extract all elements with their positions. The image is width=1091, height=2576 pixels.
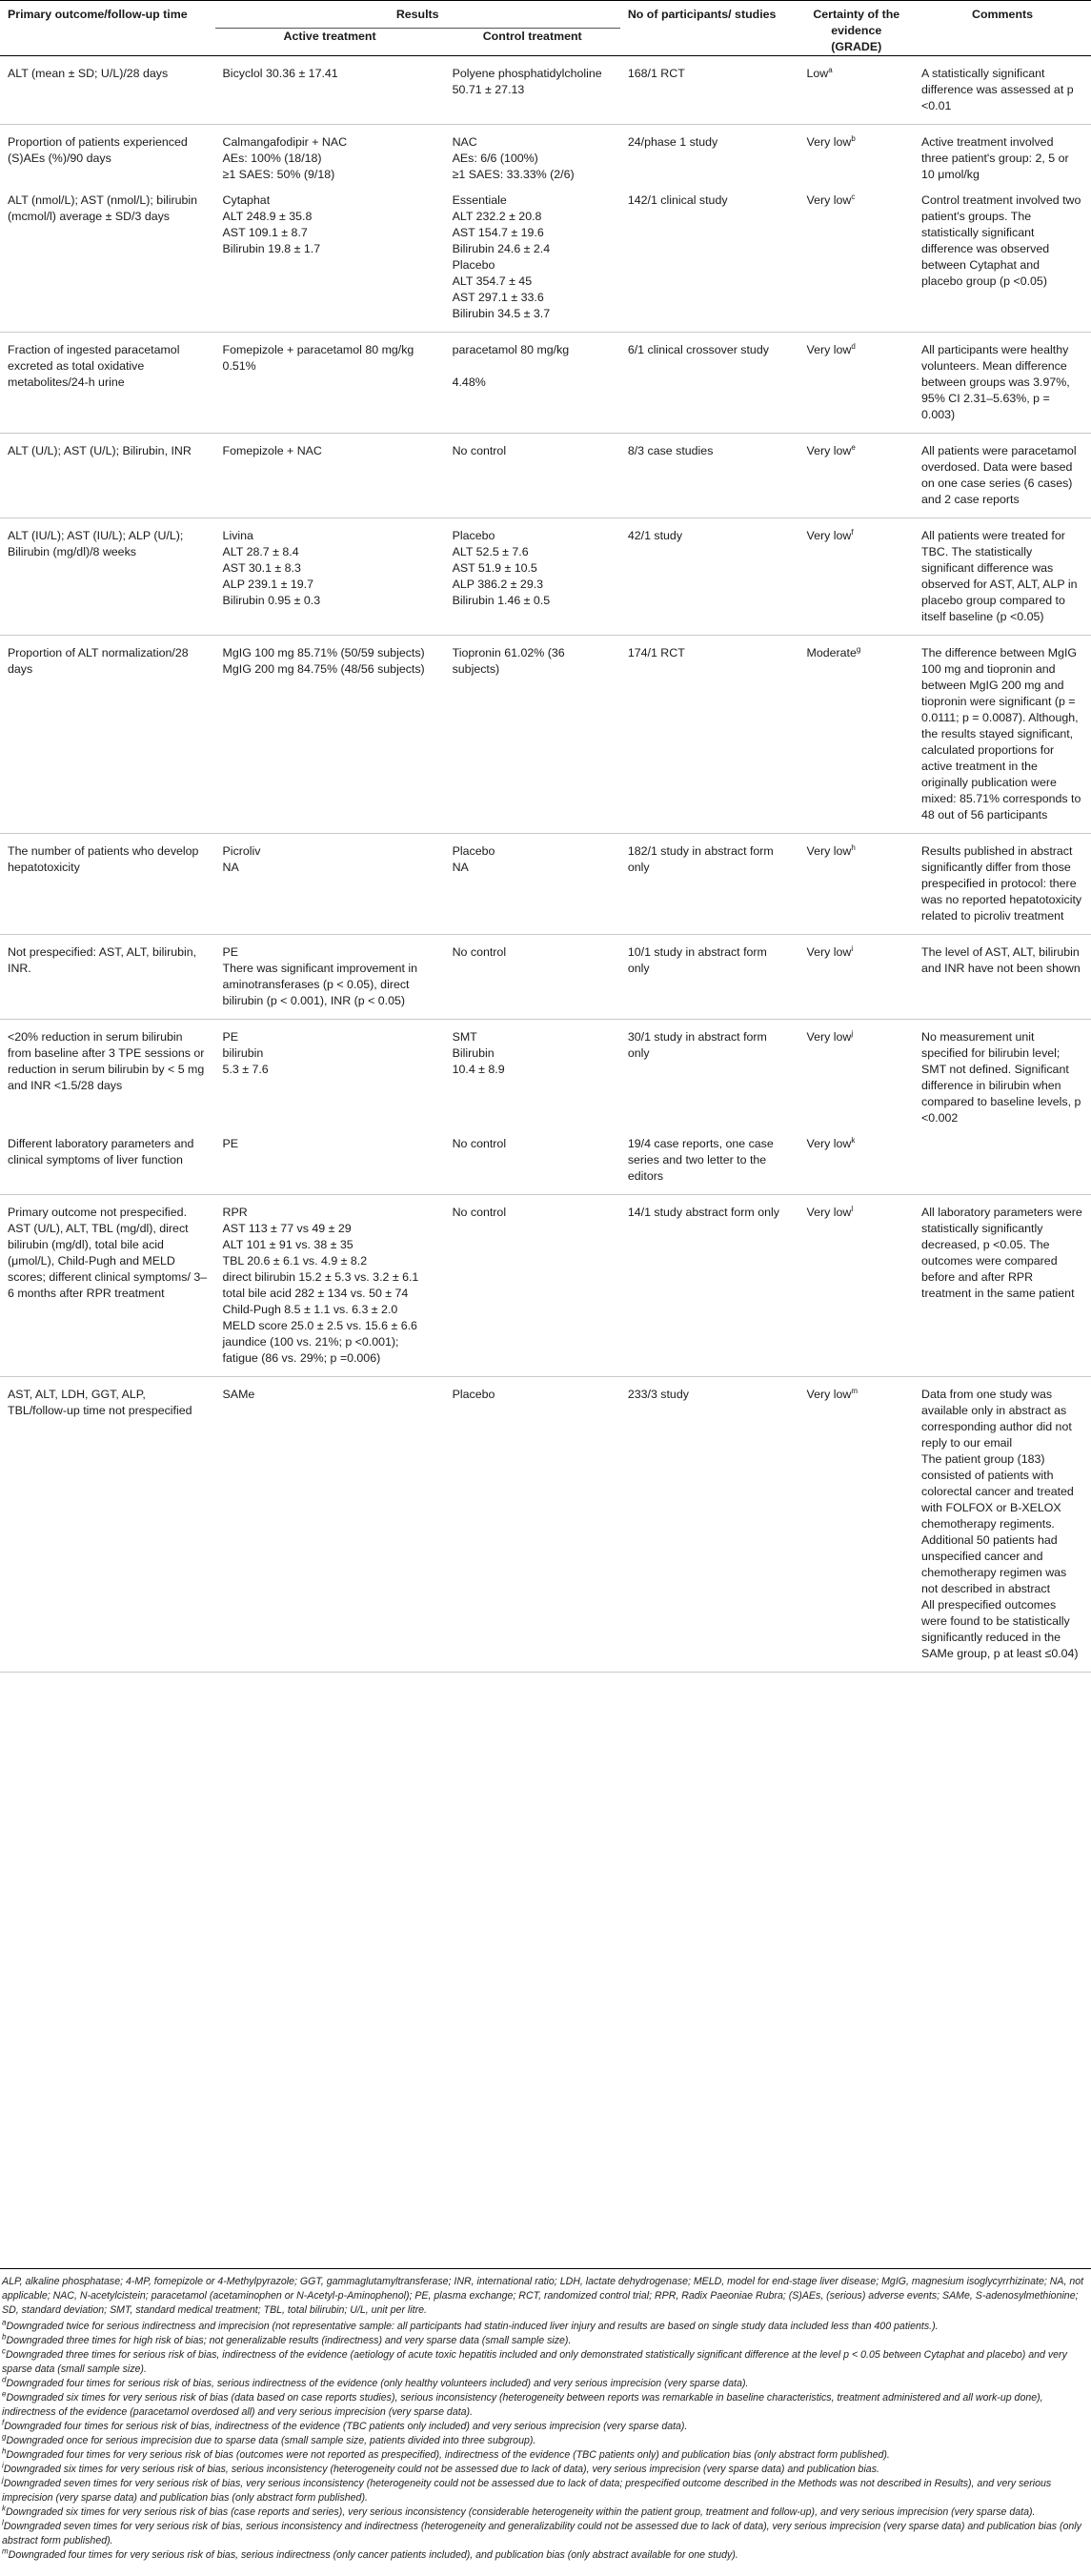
comment-line: The patient group (183) consisted of patients with colorectal cancer and treated with FOLFOX or B-XELOX chemotherapy regiments. Additional 50 patients had unspecified cancer and chemotherapy regimen was not described in abstract — [921, 1452, 1078, 1595]
table-row — [0, 935, 1091, 1020]
certainty-cell — [799, 1195, 915, 1377]
footnote-marker: i — [851, 943, 854, 953]
footnote-text: Downgraded six times for very serious risk of bias (case reports and series), very serious inconsistency (considerable heterogeneity within the patient group, treatment and follow-up), and very serious imprecision (very sparse data). — [6, 2506, 1036, 2518]
certainty-value: Very low — [806, 1137, 852, 1150]
certainty-value: Very low — [806, 529, 852, 542]
control-treatment-line: No control — [452, 1137, 507, 1150]
active-treatment-line: AST 113 ± 77 vs 49 ± 29 — [222, 1222, 352, 1235]
participants-line: 168/1 RCT — [627, 67, 685, 80]
comments-cell — [914, 56, 1091, 125]
active-treatment-cell — [215, 434, 445, 518]
control-treatment-line: Bilirubin 24.6 ± 2.4 — [452, 242, 551, 255]
outcome-cell — [0, 1377, 215, 1673]
certainty-value: Very low — [806, 343, 852, 356]
control-treatment-line: ALT 354.7 ± 45 — [452, 274, 533, 288]
control-treatment-cell — [445, 1020, 620, 1137]
control-treatment-line: Bilirubin 34.5 ± 3.7 — [452, 307, 551, 320]
control-treatment-line: NA — [452, 861, 469, 874]
certainty-cell — [799, 636, 915, 834]
control-treatment-cell — [445, 1377, 620, 1673]
footnote-text: Downgraded seven times for very serious risk of bias, serious inconsistency and indirectness (heterogeneity and generalizability could not be assessed due to lack of data), very serious imprecision (very sparse data) and publication bias (only abstract form published). — [2, 2521, 1081, 2546]
active-treatment-line: PE — [222, 1137, 239, 1150]
control-treatment-line: Bilirubin — [452, 1046, 495, 1060]
active-treatment-cell — [215, 1020, 445, 1137]
certainty-cell — [799, 193, 915, 333]
control-treatment-cell — [445, 434, 620, 518]
footnote-marker: h — [851, 842, 856, 852]
footnote-mark: f — [2, 2418, 5, 2427]
certainty-value: Low — [806, 67, 829, 80]
outcome-line: Primary outcome not prespecified. AST (U/L), ALT, TBL (mg/dl), direct bilirubin (mg/dl), total bile acid (μmol/L), Child-Pugh and MELD scores; different clinical symptoms/ 3–6 months after RPR treatment — [8, 1206, 208, 1300]
participants-line: 142/1 clinical study — [627, 193, 728, 207]
certainty-cell — [799, 1136, 915, 1195]
certainty-value: Very low — [806, 444, 852, 457]
footnote — [2, 2334, 1089, 2348]
outcome-cell — [0, 1136, 215, 1195]
participants-line: 8/3 case studies — [627, 444, 714, 457]
active-treatment-line: PE — [222, 945, 239, 959]
control-treatment-cell — [445, 125, 620, 193]
footnote-list — [2, 2320, 1089, 2563]
active-treatment-line: MELD score 25.0 ± 2.5 vs. 15.6 ± 6.6 — [222, 1319, 417, 1332]
active-treatment-line: direct bilirubin 15.2 ± 5.3 vs. 3.2 ± 6.1 — [222, 1270, 419, 1284]
table-footnotes — [0, 2268, 1091, 2563]
outcome-cell — [0, 1020, 215, 1137]
control-treatment-cell — [445, 1136, 620, 1195]
participants-cell — [620, 56, 799, 125]
comments-cell — [914, 333, 1091, 434]
header-active: Active treatment — [283, 30, 376, 43]
footnote-mark: k — [2, 2504, 6, 2513]
participants-line: 30/1 study in abstract form only — [627, 1030, 771, 1060]
certainty-cell — [799, 935, 915, 1020]
footnote-text: Downgraded six times for very serious risk of bias (data based on case reports studies), serious inconsistency (heterogeneity between reports was remarkable in baseline characteristics, treatment administered and all work-up done), indirectness of the evidence (paracetamol overdosed all) and very serious imprecision (very sparse data). — [2, 2392, 1043, 2418]
control-treatment-line: ≥1 SAES: 33.33% (2/6) — [452, 168, 575, 181]
footnote — [2, 2520, 1089, 2548]
table-row — [0, 1136, 1091, 1195]
comment-line: Active treatment involved three patient's group: 2, 5 or 10 μmol/kg — [921, 135, 1073, 181]
footnote-text: Downgraded four times for serious risk of bias, serious indirectness of the evidence (only healthy volunteers included) and very serious imprecision (very sparse data). — [6, 2378, 749, 2389]
participants-cell — [620, 518, 799, 636]
table-row — [0, 518, 1091, 636]
active-treatment-line: TBL 20.6 ± 6.1 vs. 4.9 ± 8.2 — [222, 1254, 368, 1268]
footnote-text: Downgraded four times for serious risk of bias, indirectness of the evidence (TBC patients only included) and very serious imprecision (very sparse data). — [4, 2421, 688, 2432]
participants-cell — [620, 1136, 799, 1195]
certainty-value: Moderate — [806, 646, 857, 659]
footnote-mark: j — [2, 2475, 4, 2485]
active-treatment-line: RPR — [222, 1206, 248, 1219]
control-treatment-line: No control — [452, 444, 507, 457]
participants-cell — [620, 834, 799, 935]
comment-line: Control treatment involved two patient's groups. The statistically significant difference was observed between Cytaphat and placebo group (p <0.05) — [921, 193, 1084, 288]
control-treatment-line: ALT 232.2 ± 20.8 — [452, 210, 542, 223]
footnote-mark: d — [2, 2375, 7, 2384]
active-treatment-line: MgIG 100 mg 85.71% (50/59 subjects) — [222, 646, 425, 659]
footnote-marker: m — [851, 1386, 859, 1395]
active-treatment-line: NA — [222, 861, 239, 874]
comments-cell — [914, 125, 1091, 193]
active-treatment-line: Fomepizole + NAC — [222, 444, 322, 457]
comments-cell — [914, 935, 1091, 1020]
footnote — [2, 2548, 1089, 2563]
comment-line: All participants were healthy volunteers. Mean difference between groups was 3.97%, 95% CI 2.31–5.63%, p = 0.003) — [921, 343, 1074, 421]
active-treatment-cell — [215, 333, 445, 434]
active-treatment-line: ≥1 SAES: 50% (9/18) — [222, 168, 335, 181]
footnote — [2, 2463, 1089, 2477]
participants-cell — [620, 935, 799, 1020]
footnote-marker: c — [851, 192, 856, 201]
outcome-cell — [0, 434, 215, 518]
participants-cell — [620, 125, 799, 193]
footnote — [2, 2448, 1089, 2463]
active-treatment-line: ALP 239.1 ± 19.7 — [222, 578, 313, 591]
footnote-text: Downgraded once for serious imprecision due to sparse data (small sample size, patients divided into three subgroup). — [6, 2435, 536, 2446]
comment-line: The level of AST, ALT, bilirubin and INR have not been shown — [921, 945, 1083, 975]
comment-line: All prespecified outcomes were found to be statistically significantly reduced in the SAMe group, p at least ≤0.04) — [921, 1598, 1079, 1660]
certainty-cell — [799, 125, 915, 193]
comments-cell — [914, 1136, 1091, 1195]
footnote-marker: b — [851, 133, 856, 143]
table-row — [0, 636, 1091, 834]
abbreviations-note: ALP, alkaline phosphatase; 4-MP, fomepizole or 4-Methylpyrazole; GGT, gammaglutamyltransferase; INR, international ratio; LDH, lactate dehydrogenase; MELD, model for end-stage liver disease; MgIG, magnesium isoglycyrrhizinate; NA, not applicable; NAC, N-acetylcistein; paracetamol (acetaminophen or N-Acetyl-p-Aminophenol); PE, plasma exchange; RCT, randomized control trial; RPR, Radix Paeoniae Rubra; (S)AEs, (serious) adverse events; SAMe, S-adenosylmethionine; SD, standard deviation; SMT, standard medical treatment; TBL, total bilirubin; U/L, unit per litre. — [2, 2276, 1084, 2316]
outcome-line: ALT (mean ± SD; U/L)/28 days — [8, 67, 169, 80]
footnote-mark: m — [2, 2546, 9, 2556]
certainty-cell — [799, 434, 915, 518]
footnote-text: Downgraded four times for very serious risk of bias, serious indirectness (only cancer patients included), and publication bias (only abstract available for one study). — [8, 2549, 738, 2561]
header-comments: Comments — [914, 1, 1091, 56]
certainty-value: Very low — [806, 945, 852, 959]
footnote-text: Downgraded six times for very serious risk of bias, serious inconsistency (heterogeneity could not be assessed due to lack of data), very serious imprecision (very sparse data) and publication bias. — [3, 2464, 879, 2475]
outcome-cell — [0, 333, 215, 434]
active-treatment-line: 5.3 ± 7.6 — [222, 1063, 269, 1076]
control-treatment-line: paracetamol 80 mg/kg — [452, 343, 570, 356]
control-treatment-cell — [445, 56, 620, 125]
certainty-cell — [799, 834, 915, 935]
comments-cell — [914, 834, 1091, 935]
active-treatment-line: MgIG 200 mg 84.75% (48/56 subjects) — [222, 662, 425, 676]
outcome-line: Proportion of ALT normalization/28 days — [8, 646, 192, 676]
active-treatment-cell — [215, 1377, 445, 1673]
footnote-mark: g — [2, 2432, 7, 2442]
outcome-cell — [0, 518, 215, 636]
participants-line: 14/1 study abstract form only — [627, 1206, 779, 1219]
comment-line: The difference between MgIG 100 mg and tiopronin and between MgIG 200 mg and tiopronin were significant (p = 0.0111; p = 0.0087). Although, the results stayed significant, calculated proportions for active treatment in the originally publication were mixed: 85.71% corresponds to 48 out of 56 participants — [921, 646, 1084, 821]
footnote-marker: k — [851, 1135, 856, 1145]
footnote-marker: a — [828, 65, 833, 74]
footnote-mark: c — [2, 2346, 6, 2356]
table-row — [0, 1195, 1091, 1377]
active-treatment-line: Bicyclol 30.36 ± 17.41 — [222, 67, 338, 80]
certainty-value: Very low — [806, 193, 852, 207]
participants-line: 10/1 study in abstract form only — [627, 945, 771, 975]
comments-cell — [914, 1377, 1091, 1673]
table-row — [0, 56, 1091, 125]
outcome-line: The number of patients who develop hepatotoxicity — [8, 844, 202, 874]
comment-line: A statistically significant difference was assessed at p <0.01 — [921, 67, 1078, 112]
header-results: Results — [215, 1, 620, 29]
participants-line: 182/1 study in abstract form only — [627, 844, 778, 874]
table-row — [0, 1377, 1091, 1673]
footnote — [2, 2420, 1089, 2434]
footnote — [2, 2391, 1089, 2420]
certainty-cell — [799, 333, 915, 434]
comments-cell — [914, 1020, 1091, 1137]
comment-line: All patients were paracetamol overdosed. Data were based on one case series (6 cases) and 2 case reports — [921, 444, 1081, 506]
participants-cell — [620, 434, 799, 518]
participants-cell — [620, 193, 799, 333]
outcome-cell — [0, 935, 215, 1020]
footnote — [2, 2348, 1089, 2377]
participants-line: 24/phase 1 study — [627, 135, 718, 149]
active-treatment-line: Picroliv — [222, 844, 261, 858]
footnote — [2, 2477, 1089, 2505]
active-treatment-line: ALT 28.7 ± 8.4 — [222, 545, 299, 558]
outcome-line: ALT (U/L); AST (U/L); Bilirubin, INR — [8, 444, 192, 457]
control-treatment-line: Tiopronin 61.02% (36 subjects) — [452, 646, 569, 676]
comments-cell — [914, 518, 1091, 636]
active-treatment-line: AST 30.1 ± 8.3 — [222, 561, 301, 575]
control-treatment-line: No control — [452, 945, 507, 959]
control-treatment-cell — [445, 333, 620, 434]
control-treatment-cell — [445, 935, 620, 1020]
active-treatment-cell — [215, 518, 445, 636]
certainty-cell — [799, 1020, 915, 1137]
control-treatment-line: AST 51.9 ± 10.5 — [452, 561, 537, 575]
comment-line: Results published in abstract significantly differ from those prespecified in protocol: there was no reported hepatotoxicity related to picroliv treatment — [921, 844, 1085, 923]
control-treatment-line: Polyene phosphatidylcholine 50.71 ± 27.13 — [452, 67, 606, 96]
control-treatment-line: AST 154.7 ± 19.6 — [452, 226, 544, 239]
control-treatment-line: 10.4 ± 8.9 — [452, 1063, 505, 1076]
active-treatment-line: bilirubin — [222, 1046, 264, 1060]
participants-cell — [620, 636, 799, 834]
table-row — [0, 193, 1091, 333]
comment-line: No measurement unit specified for bilirubin level; SMT not defined. Significant difference in bilirubin when compared to baseline levels, p <0.002 — [921, 1030, 1084, 1125]
footnote-mark: b — [2, 2332, 7, 2342]
active-treatment-line: PE — [222, 1030, 239, 1044]
participants-line: 174/1 RCT — [627, 646, 685, 659]
footnote-text: Downgraded three times for serious risk of bias, indirectness of the evidence (aetiology of acute toxic hepatitis included and only demonstrated statistically significant difference at the level p < 0.05 between Cytaphat and placebo) and very sparse data (small sample size). — [2, 2349, 1067, 2375]
footnote-marker: f — [851, 527, 854, 537]
certainty-cell — [799, 56, 915, 125]
active-treatment-line: Child-Pugh 8.5 ± 1.1 vs. 6.3 ± 2.0 — [222, 1303, 398, 1316]
footnote — [2, 2505, 1089, 2520]
certainty-value: Very low — [806, 1030, 852, 1044]
control-treatment-line — [453, 358, 613, 375]
control-treatment-line: AST 297.1 ± 33.6 — [452, 291, 544, 304]
table-row — [0, 434, 1091, 518]
control-treatment-line: Placebo — [452, 1388, 495, 1401]
header-outcome: Primary outcome/follow-up time — [0, 1, 215, 56]
footnote-text: Downgraded three times for high risk of bias; not generalizable results (indirectness) and very sparse data (small sample size). — [6, 2335, 572, 2346]
footnote-marker: l — [851, 1204, 854, 1213]
footnote-marker: g — [856, 644, 861, 654]
certainty-value: Very low — [806, 844, 852, 858]
comment-line: Data from one study was available only in abstract as corresponding author did not reply to our email — [921, 1388, 1076, 1450]
control-treatment-line: NAC — [452, 135, 477, 149]
outcome-line: Different laboratory parameters and clinical symptoms of liver function — [8, 1137, 197, 1166]
outcome-cell — [0, 636, 215, 834]
participants-line: 6/1 clinical crossover study — [627, 343, 769, 356]
participants-cell — [620, 1020, 799, 1137]
active-treatment-cell — [215, 834, 445, 935]
control-treatment-line: Placebo — [452, 529, 495, 542]
outcome-line: <20% reduction in serum bilirubin from baseline after 3 TPE sessions or reduction in serum bilirubin by < 5 mg and INR <1.5/28 days — [8, 1030, 208, 1092]
comments-cell — [914, 434, 1091, 518]
footnote-mark: i — [2, 2461, 4, 2470]
header-certainty: Certainty of the evidence (GRADE) — [799, 1, 915, 56]
active-treatment-cell — [215, 636, 445, 834]
outcome-line: Proportion of patients experienced (S)AEs (%)/90 days — [8, 135, 192, 165]
footnote-text: Downgraded seven times for very serious risk of bias, very serious inconsistency (heterogeneity could not be assessed due to lack of data; prespecified outcome described in the Methods was not described in Results), and very serious imprecision (very sparse data) and publication bias (only abstract form published). — [2, 2478, 1052, 2504]
active-treatment-line: 0.51% — [222, 359, 256, 373]
outcome-line: Fraction of ingested paracetamol excreted as total oxidative metabolites/24-h urine — [8, 343, 183, 389]
active-treatment-line: Livina — [222, 529, 253, 542]
control-treatment-line: Placebo — [452, 258, 495, 272]
control-treatment-line: SMT — [452, 1030, 477, 1044]
table-row — [0, 1020, 1091, 1137]
footnote — [2, 2320, 1089, 2334]
control-treatment-cell — [445, 1195, 620, 1377]
control-treatment-cell — [445, 193, 620, 333]
certainty-cell — [799, 1377, 915, 1673]
active-treatment-line: AST 109.1 ± 8.7 — [222, 226, 308, 239]
footnote-mark: e — [2, 2389, 7, 2399]
footnote-text: Downgraded twice for serious indirectness and imprecision (not representative sample: all participants had statin-induced liver injury and results are based on single study data included less than 400 patients.). — [6, 2321, 939, 2332]
table-header — [0, 1, 1091, 56]
control-treatment-cell — [445, 636, 620, 834]
active-treatment-cell — [215, 1136, 445, 1195]
active-treatment-cell — [215, 56, 445, 125]
certainty-value: Very low — [806, 1206, 852, 1219]
outcome-line: ALT (nmol/L); AST (nmol/L); bilirubin (mcmol/l) average ± SD/3 days — [8, 193, 201, 223]
footnote-mark: l — [2, 2518, 4, 2527]
control-treatment-cell — [445, 834, 620, 935]
table-row — [0, 333, 1091, 434]
active-treatment-line: jaundice (100 vs. 21%; p <0.001); fatigue (86 vs. 29%; p =0.006) — [222, 1335, 402, 1365]
footnote — [2, 2434, 1089, 2448]
table-row — [0, 834, 1091, 935]
active-treatment-cell — [215, 193, 445, 333]
active-treatment-cell — [215, 125, 445, 193]
certainty-value: Very low — [806, 1388, 852, 1401]
active-treatment-line: Cytaphat — [222, 193, 271, 207]
control-treatment-line: Essentiale — [452, 193, 507, 207]
comment-line — [921, 1136, 1083, 1152]
participants-cell — [620, 333, 799, 434]
control-treatment-line: AEs: 6/6 (100%) — [452, 152, 538, 165]
participants-cell — [620, 1195, 799, 1377]
control-treatment-line: ALP 386.2 ± 29.3 — [452, 578, 544, 591]
active-treatment-line: Calmangafodipir + NAC — [222, 135, 348, 149]
comment-line: All patients were treated for TBC. The statistically significant difference was observed for AST, ALT, ALP in placebo group compared to itself baseline (p <0.05) — [921, 529, 1081, 623]
outcome-line: ALT (IU/L); AST (IU/L); ALP (U/L); Bilirubin (mg/dl)/8 weeks — [8, 529, 187, 558]
participants-cell — [620, 1377, 799, 1673]
outcome-line: AST, ALT, LDH, GGT, ALP, TBL/follow-up time not prespecified — [8, 1388, 192, 1417]
comments-cell — [914, 193, 1091, 333]
footnote-marker: j — [851, 1028, 854, 1038]
outcome-cell — [0, 125, 215, 193]
table-body — [0, 56, 1091, 1673]
control-treatment-line: Placebo — [452, 844, 495, 858]
header-participants: No of participants/ studies — [620, 1, 799, 56]
active-treatment-line: Bilirubin 19.8 ± 1.7 — [222, 242, 321, 255]
active-treatment-cell — [215, 935, 445, 1020]
active-treatment-line: Bilirubin 0.95 ± 0.3 — [222, 594, 321, 607]
outcome-line: Not prespecified: AST, ALT, bilirubin, INR. — [8, 945, 200, 975]
certainty-value: Very low — [806, 135, 852, 149]
participants-line: 233/3 study — [627, 1388, 689, 1401]
footnote-marker: e — [851, 442, 856, 452]
active-treatment-line: AEs: 100% (18/18) — [222, 152, 322, 165]
comment-line: All laboratory parameters were statistically significantly decreased, p <0.05. The outcomes were compared before and after RPR treatment in the same patient — [921, 1206, 1086, 1300]
certainty-cell — [799, 518, 915, 636]
footnote-marker: d — [851, 341, 856, 351]
outcome-cell — [0, 834, 215, 935]
header-control: Control treatment — [482, 30, 582, 43]
active-treatment-line: SAMe — [222, 1388, 255, 1401]
active-treatment-line: There was significant improvement in aminotransferases (p < 0.05), direct bilirubin (p < 0.001), INR (p < 0.05) — [222, 962, 421, 1007]
active-treatment-cell — [215, 1195, 445, 1377]
active-treatment-line: Fomepizole + paracetamol 80 mg/kg — [222, 343, 414, 356]
participants-line: 19/4 case reports, one case series and two letter to the editors — [627, 1137, 778, 1183]
control-treatment-line: Bilirubin 1.46 ± 0.5 — [452, 594, 551, 607]
participants-line: 42/1 study — [627, 529, 683, 542]
table-row — [0, 125, 1091, 193]
footnote-mark: a — [2, 2318, 7, 2327]
active-treatment-line: ALT 101 ± 91 vs. 38 ± 35 — [222, 1238, 354, 1251]
outcome-cell — [0, 193, 215, 333]
footnote — [2, 2377, 1089, 2391]
active-treatment-line: total bile acid 282 ± 134 vs. 50 ± 74 — [222, 1287, 409, 1300]
outcome-cell — [0, 56, 215, 125]
comments-cell — [914, 636, 1091, 834]
control-treatment-line: 4.48% — [452, 375, 486, 389]
control-treatment-cell — [445, 518, 620, 636]
footnote-mark: h — [2, 2446, 7, 2456]
active-treatment-line: ALT 248.9 ± 35.8 — [222, 210, 313, 223]
control-treatment-line: ALT 52.5 ± 7.6 — [452, 545, 529, 558]
outcome-cell — [0, 1195, 215, 1377]
control-treatment-line: No control — [452, 1206, 507, 1219]
comments-cell — [914, 1195, 1091, 1377]
footnote-text: Downgraded four times for very serious risk of bias (outcomes were not reported as prespecified), indirectness of the evidence (TBC patients only) and publication bias (only abstract form published). — [6, 2449, 890, 2461]
